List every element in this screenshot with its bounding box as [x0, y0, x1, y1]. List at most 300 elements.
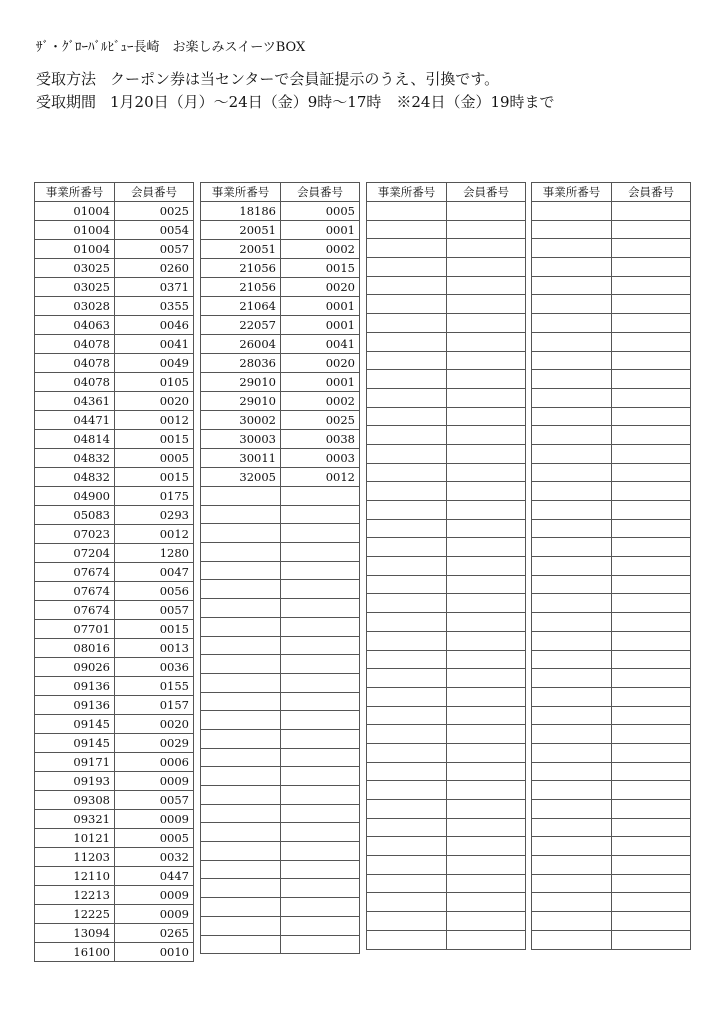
office-number-cell [201, 842, 281, 861]
office-number-cell [367, 557, 447, 576]
office-number-cell [367, 426, 447, 445]
member-number-cell [281, 580, 360, 599]
office-number-cell: 09308 [35, 791, 115, 810]
member-number-cell: 0155 [115, 677, 194, 696]
table-row [201, 392, 360, 411]
office-number-cell [367, 258, 447, 277]
office-number-header: 事業所番号 [367, 183, 447, 202]
table-row [201, 411, 360, 430]
member-number-cell [447, 332, 526, 351]
office-number-cell: 04361 [35, 392, 115, 411]
member-number-cell [612, 837, 691, 856]
office-number-cell [367, 295, 447, 314]
member-number-cell: 0047 [115, 563, 194, 582]
member-number-cell [612, 482, 691, 501]
office-number-cell [367, 519, 447, 538]
office-number-cell: 09193 [35, 772, 115, 791]
table-row [201, 278, 360, 297]
receipt-method-text: クーポン券は当センターで会員証提示のうえ、引換です。 [110, 70, 500, 88]
member-number-cell: 0020 [281, 278, 360, 297]
member-number-cell [612, 912, 691, 931]
table-row [35, 829, 194, 848]
table-row [367, 650, 526, 669]
member-number-cell: 0046 [115, 316, 194, 335]
office-number-cell [532, 426, 612, 445]
member-number-cell [612, 818, 691, 837]
office-number-cell: 11203 [35, 848, 115, 867]
member-number-cell: 0038 [281, 430, 360, 449]
table-row [367, 239, 526, 258]
member-number-cell [447, 762, 526, 781]
table-row [532, 687, 691, 706]
member-number-cell [447, 687, 526, 706]
table-row [35, 582, 194, 601]
table-row [367, 912, 526, 931]
member-number-cell [612, 762, 691, 781]
table-row [201, 240, 360, 259]
office-number-cell [532, 370, 612, 389]
office-number-cell: 18186 [201, 202, 281, 221]
member-number-cell [447, 837, 526, 856]
office-number-cell [201, 711, 281, 730]
table-row [35, 335, 194, 354]
office-number-cell [201, 767, 281, 786]
member-number-cell [612, 444, 691, 463]
table-row [532, 276, 691, 295]
table-row [201, 636, 360, 655]
table-row [532, 463, 691, 482]
office-number-cell: 09171 [35, 753, 115, 772]
member-number-cell [447, 613, 526, 632]
table-header-row [367, 183, 526, 202]
member-number-cell [447, 482, 526, 501]
table-row [35, 430, 194, 449]
member-number-cell [447, 258, 526, 277]
member-number-cell [612, 351, 691, 370]
table-row [532, 314, 691, 333]
office-number-cell: 09136 [35, 677, 115, 696]
member-number-cell [281, 898, 360, 917]
office-number-cell [367, 725, 447, 744]
office-number-cell [367, 575, 447, 594]
office-number-cell [367, 706, 447, 725]
member-number-cell [612, 893, 691, 912]
member-number-cell: 0003 [281, 449, 360, 468]
office-number-cell [367, 407, 447, 426]
member-number-cell [447, 202, 526, 221]
table-header-row [532, 183, 691, 202]
office-number-cell: 12110 [35, 867, 115, 886]
table-row [367, 930, 526, 949]
office-number-cell [367, 538, 447, 557]
table-row [532, 407, 691, 426]
member-number-cell [281, 524, 360, 543]
table-row [35, 278, 194, 297]
member-number-cell [281, 561, 360, 580]
office-number-cell: 16100 [35, 943, 115, 962]
office-number-cell: 13094 [35, 924, 115, 943]
office-number-cell [367, 594, 447, 613]
table-row [201, 580, 360, 599]
member-number-cell [612, 669, 691, 688]
office-number-cell [532, 258, 612, 277]
office-number-cell [532, 388, 612, 407]
table-row [367, 482, 526, 501]
table-row [367, 351, 526, 370]
office-number-header: 事業所番号 [35, 183, 115, 202]
office-number-cell: 01004 [35, 221, 115, 240]
office-number-cell [532, 912, 612, 931]
office-number-cell [532, 239, 612, 258]
member-number-cell [281, 729, 360, 748]
table-row [367, 388, 526, 407]
table-row [367, 538, 526, 557]
office-number-cell [532, 725, 612, 744]
office-number-cell: 20051 [201, 240, 281, 259]
member-number-header: 会員番号 [115, 183, 194, 202]
member-number-cell [281, 543, 360, 562]
office-number-cell [201, 524, 281, 543]
office-number-cell: 03025 [35, 259, 115, 278]
office-number-cell [367, 912, 447, 931]
table-row [532, 426, 691, 445]
table-row [532, 575, 691, 594]
table-row [201, 430, 360, 449]
table-row [367, 407, 526, 426]
table-row [35, 658, 194, 677]
office-number-cell: 07674 [35, 582, 115, 601]
table-row [35, 810, 194, 829]
office-number-cell [201, 898, 281, 917]
table-row [367, 501, 526, 520]
member-number-cell: 0012 [115, 525, 194, 544]
member-number-cell: 1280 [115, 544, 194, 563]
member-number-cell [612, 239, 691, 258]
office-number-cell [367, 388, 447, 407]
member-number-cell [281, 711, 360, 730]
table-row [367, 370, 526, 389]
member-number-cell [612, 332, 691, 351]
member-number-cell [447, 538, 526, 557]
office-number-cell [532, 332, 612, 351]
office-number-cell [201, 617, 281, 636]
member-number-cell: 0032 [115, 848, 194, 867]
office-number-cell: 22057 [201, 316, 281, 335]
office-number-cell [532, 220, 612, 239]
office-number-cell [532, 202, 612, 221]
office-number-cell [367, 650, 447, 669]
office-number-cell: 04078 [35, 335, 115, 354]
office-number-cell: 10121 [35, 829, 115, 848]
table-row [201, 617, 360, 636]
member-number-cell [447, 519, 526, 538]
table-row [35, 791, 194, 810]
office-number-cell [201, 748, 281, 767]
office-number-cell [532, 687, 612, 706]
table-row [201, 711, 360, 730]
member-number-cell [612, 613, 691, 632]
office-number-cell: 30002 [201, 411, 281, 430]
office-number-cell [367, 501, 447, 520]
table-row [532, 220, 691, 239]
table-row [532, 295, 691, 314]
table-row [367, 314, 526, 333]
member-number-cell: 0005 [115, 829, 194, 848]
table-row [201, 729, 360, 748]
member-number-cell [281, 505, 360, 524]
office-number-header: 事業所番号 [532, 183, 612, 202]
table-row [35, 316, 194, 335]
table-row [35, 677, 194, 696]
office-number-cell [201, 580, 281, 599]
office-number-cell [532, 575, 612, 594]
office-number-cell: 30011 [201, 449, 281, 468]
office-number-cell [532, 351, 612, 370]
office-number-cell: 04063 [35, 316, 115, 335]
office-number-cell [201, 823, 281, 842]
office-number-cell: 03028 [35, 297, 115, 316]
table-row [201, 316, 360, 335]
table-row [532, 631, 691, 650]
office-number-cell [532, 930, 612, 949]
member-number-cell: 0009 [115, 810, 194, 829]
office-number-cell: 04832 [35, 449, 115, 468]
member-number-cell [281, 487, 360, 506]
office-number-cell [201, 487, 281, 506]
member-number-cell [281, 786, 360, 805]
table-row [35, 620, 194, 639]
table-row [532, 538, 691, 557]
office-number-cell [201, 692, 281, 711]
member-number-cell [612, 463, 691, 482]
office-number-cell [532, 519, 612, 538]
member-number-cell [447, 650, 526, 669]
member-number-cell: 0020 [281, 354, 360, 373]
member-number-cell [447, 370, 526, 389]
office-number-cell: 21056 [201, 259, 281, 278]
table-row [35, 240, 194, 259]
office-number-cell [367, 202, 447, 221]
office-number-cell [367, 239, 447, 258]
table-row [532, 519, 691, 538]
office-number-cell [367, 669, 447, 688]
table-row [201, 823, 360, 842]
table-row [367, 893, 526, 912]
member-number-cell [447, 800, 526, 819]
member-number-cell [447, 631, 526, 650]
page-title: ｻﾞ・ｸﾞﾛｰﾊﾞﾙﾋﾞｭｰ長崎 お楽しみスイーツBOX [36, 40, 306, 55]
table-row [35, 221, 194, 240]
member-number-cell: 0002 [281, 240, 360, 259]
member-number-cell: 0001 [281, 221, 360, 240]
member-number-cell [612, 538, 691, 557]
office-number-cell [532, 538, 612, 557]
member-number-cell: 0371 [115, 278, 194, 297]
member-number-cell: 0054 [115, 221, 194, 240]
table-header-row [201, 183, 360, 202]
office-number-cell: 07701 [35, 620, 115, 639]
office-number-header: 事業所番号 [201, 183, 281, 202]
member-number-cell: 0041 [115, 335, 194, 354]
office-number-cell: 20051 [201, 221, 281, 240]
office-number-cell: 01004 [35, 202, 115, 221]
table-row [35, 525, 194, 544]
member-number-cell: 0013 [115, 639, 194, 658]
member-number-cell [612, 220, 691, 239]
member-number-cell [612, 856, 691, 875]
table-row [367, 762, 526, 781]
office-number-cell: 28036 [201, 354, 281, 373]
table-row [367, 613, 526, 632]
member-number-cell: 0010 [115, 943, 194, 962]
office-number-cell [367, 818, 447, 837]
office-number-cell [532, 295, 612, 314]
table-row [532, 706, 691, 725]
office-number-cell: 12213 [35, 886, 115, 905]
office-number-cell: 09321 [35, 810, 115, 829]
table-row [367, 444, 526, 463]
member-number-cell [281, 673, 360, 692]
member-number-cell: 0056 [115, 582, 194, 601]
office-number-cell: 07204 [35, 544, 115, 563]
member-number-cell [612, 781, 691, 800]
member-number-cell [612, 388, 691, 407]
office-number-cell [201, 505, 281, 524]
member-number-cell [612, 594, 691, 613]
office-number-cell [532, 743, 612, 762]
office-number-cell: 05083 [35, 506, 115, 525]
table-row [532, 388, 691, 407]
table-row [532, 912, 691, 931]
member-number-cell [612, 295, 691, 314]
office-number-cell [367, 893, 447, 912]
receipt-period-label: 受取期間 [36, 93, 97, 111]
table-row [201, 786, 360, 805]
member-number-cell: 0012 [115, 411, 194, 430]
office-number-cell: 09145 [35, 734, 115, 753]
office-number-cell [532, 407, 612, 426]
table-row [35, 259, 194, 278]
table-row [532, 837, 691, 856]
member-number-cell [612, 501, 691, 520]
office-number-cell: 04078 [35, 354, 115, 373]
member-number-cell: 0002 [281, 392, 360, 411]
office-number-cell [201, 729, 281, 748]
table-row [201, 373, 360, 392]
member-number-cell [447, 930, 526, 949]
office-number-cell: 26004 [201, 335, 281, 354]
office-number-cell [367, 762, 447, 781]
member-number-cell: 0015 [281, 259, 360, 278]
member-number-cell: 0005 [281, 202, 360, 221]
member-number-cell [281, 748, 360, 767]
member-number-cell: 0057 [115, 240, 194, 259]
member-number-cell: 0020 [115, 715, 194, 734]
member-number-cell [612, 725, 691, 744]
member-number-cell: 0025 [281, 411, 360, 430]
member-number-cell [447, 314, 526, 333]
member-number-cell: 0029 [115, 734, 194, 753]
office-number-cell [367, 874, 447, 893]
member-number-cell [281, 636, 360, 655]
table-row [367, 575, 526, 594]
table-row [532, 370, 691, 389]
table-row [367, 463, 526, 482]
member-number-cell: 0009 [115, 886, 194, 905]
member-number-cell [447, 220, 526, 239]
table-row [532, 650, 691, 669]
member-code-table-4 [531, 182, 691, 950]
member-number-cell [612, 575, 691, 594]
table-row [35, 449, 194, 468]
table-row [532, 818, 691, 837]
receipt-period-text: 1月20日（月）～24日（金）9時～17時 ※24日（金）19時まで [110, 93, 555, 111]
table-row [367, 258, 526, 277]
table-row [532, 725, 691, 744]
member-number-cell [447, 912, 526, 931]
table-row [201, 804, 360, 823]
office-number-cell [532, 856, 612, 875]
member-number-cell [612, 276, 691, 295]
member-number-cell [447, 426, 526, 445]
table-row [532, 444, 691, 463]
office-number-cell [367, 631, 447, 650]
table-row [35, 354, 194, 373]
office-number-cell [367, 856, 447, 875]
office-number-cell [532, 631, 612, 650]
office-number-cell [532, 463, 612, 482]
office-number-cell [367, 837, 447, 856]
table-row [201, 487, 360, 506]
member-number-cell: 0015 [115, 430, 194, 449]
table-row [201, 655, 360, 674]
member-number-cell: 0009 [115, 772, 194, 791]
table-row [532, 781, 691, 800]
office-number-cell [367, 687, 447, 706]
member-number-cell: 0012 [281, 468, 360, 487]
table-row [35, 639, 194, 658]
office-number-cell: 04814 [35, 430, 115, 449]
member-number-cell [447, 706, 526, 725]
member-number-header: 会員番号 [612, 183, 691, 202]
table-row [367, 856, 526, 875]
member-number-cell [612, 314, 691, 333]
table-row [35, 696, 194, 715]
member-code-table-2 [200, 182, 360, 954]
table-row [35, 867, 194, 886]
table-row [201, 561, 360, 580]
table-row [367, 220, 526, 239]
member-number-cell [447, 669, 526, 688]
office-number-cell [201, 860, 281, 879]
table-row [367, 332, 526, 351]
member-number-cell [281, 804, 360, 823]
member-number-cell: 0025 [115, 202, 194, 221]
member-number-cell [447, 276, 526, 295]
table-row [367, 276, 526, 295]
table-row [201, 259, 360, 278]
member-number-cell: 0265 [115, 924, 194, 943]
office-number-cell [367, 351, 447, 370]
office-number-cell [201, 561, 281, 580]
member-number-header: 会員番号 [447, 183, 526, 202]
table-row [201, 335, 360, 354]
office-number-cell [532, 650, 612, 669]
table-row [201, 468, 360, 487]
member-number-cell [612, 874, 691, 893]
member-number-cell [447, 407, 526, 426]
member-number-cell [447, 501, 526, 520]
